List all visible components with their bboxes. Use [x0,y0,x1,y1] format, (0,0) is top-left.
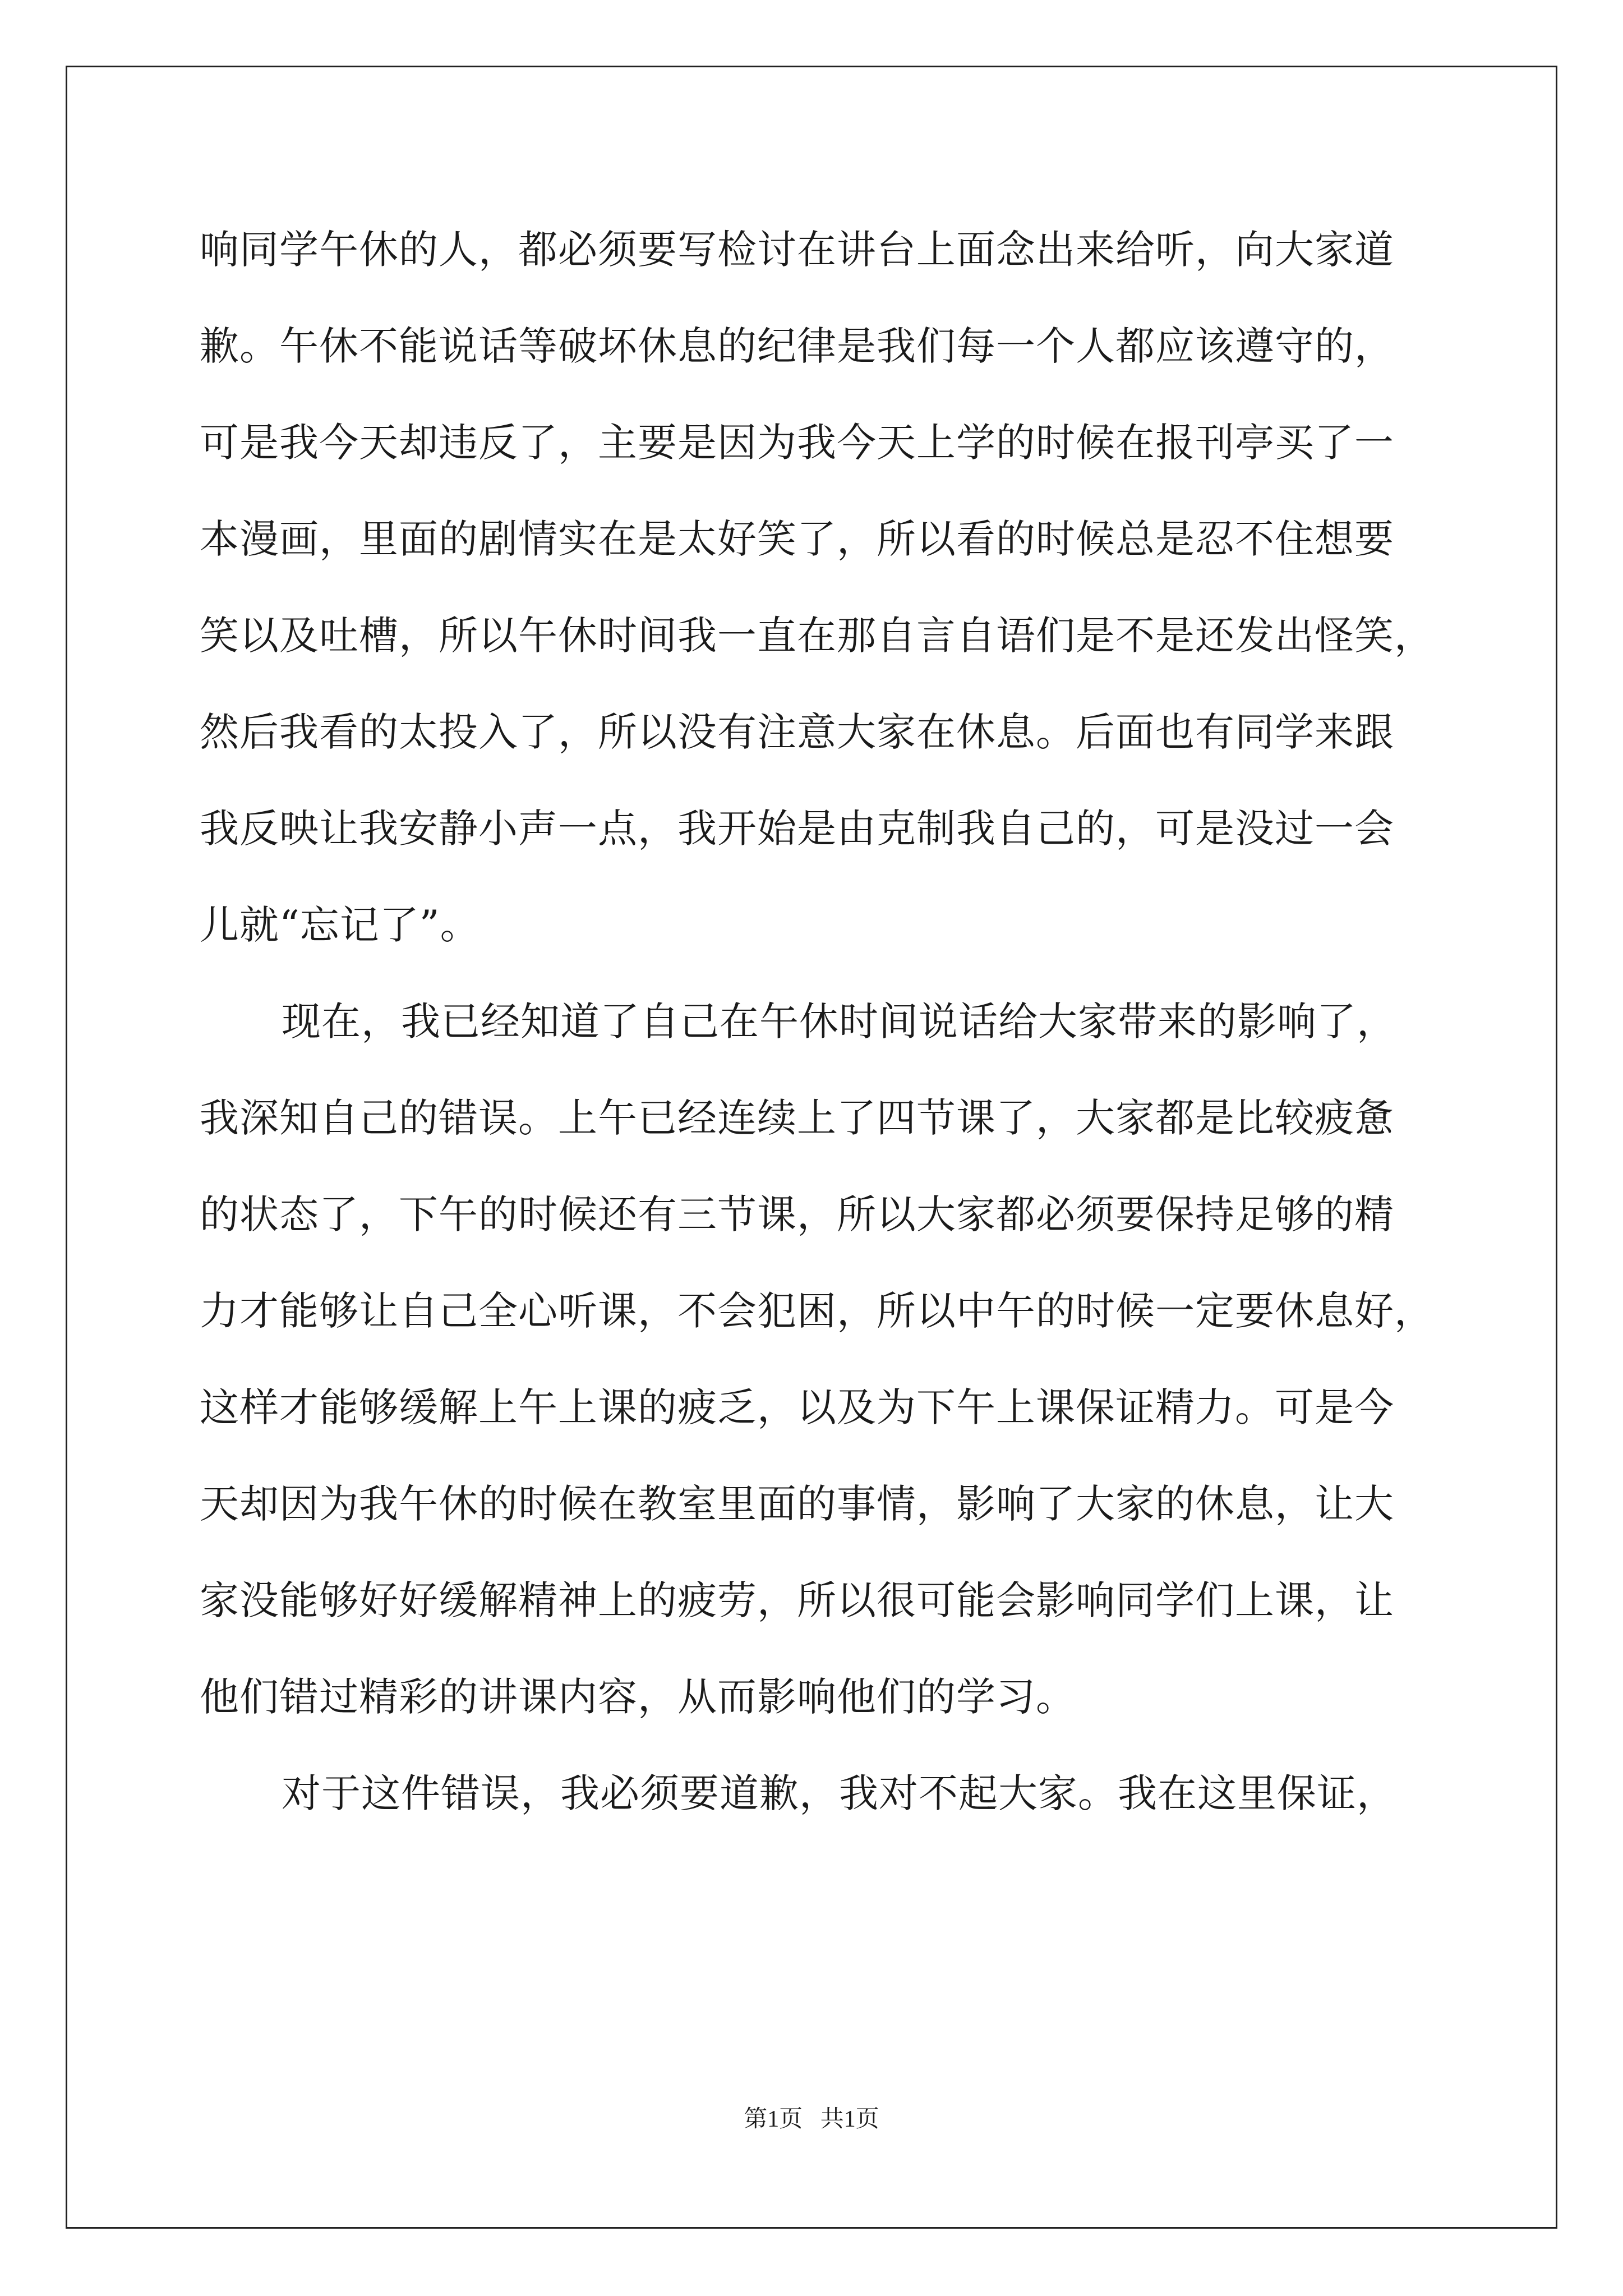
text-line: 响同学午休的人，都必须要写检讨在讲台上面念出来给听，向大家道 [200,227,1394,273]
text-line: 我反映让我安静小声一点，我开始是由克制我自己的，可是没过一会 [200,806,1394,852]
text-line: 可是我今天却违反了，主要是因为我今天上学的时候在报刊亭买了一 [200,420,1394,466]
text-line: 家没能够好好缓解精神上的疲劳，所以很可能会影响同学们上课，让 [200,1577,1394,1623]
document-body [200,216,1439,1856]
text-line: 然后我看的太投入了，所以没有注意大家在休息。后面也有同学来跟 [200,709,1394,755]
paragraph-start-line: 现在，我已经知道了自己在午休时间说话给大家带来的影响了， [282,999,1396,1045]
page-number-footer: 第1页 共1页 [744,2106,879,2132]
text-line: 我深知自己的错误。上午已经连续上了四节课了，大家都是比较疲惫 [200,1095,1394,1141]
paragraph-start-line: 对于这件错误，我必须要道歉，我对不起大家。我在这里保证， [282,1770,1396,1816]
text-line: 他们错过精彩的讲课内容，从而影响他们的学习。 [200,1674,1076,1720]
text-line: 儿就“忘记了”。 [200,902,480,948]
text-line: 这样才能够缓解上午上课的疲乏，以及为下午上课保证精力。可是今 [200,1384,1394,1430]
text-line: 天却因为我午休的时候在教室里面的事情，影响了大家的休息，让大 [200,1481,1394,1527]
text-line: 笑以及吐槽，所以午休时间我一直在那自言自语们是不是还发出怪笑， [200,613,1434,659]
text-line: 的状态了，下午的时候还有三节课，所以大家都必须要保持足够的精 [200,1191,1394,1237]
text-line: 本漫画，里面的剧情实在是太好笑了，所以看的时候总是忍不住想要 [200,516,1394,562]
text-line: 歉。午休不能说话等破坏休息的纪律是我们每一个人都应该遵守的， [200,323,1394,369]
text-line: 力才能够让自己全心听课，不会犯困，所以中午的时候一定要休息好， [200,1288,1434,1334]
